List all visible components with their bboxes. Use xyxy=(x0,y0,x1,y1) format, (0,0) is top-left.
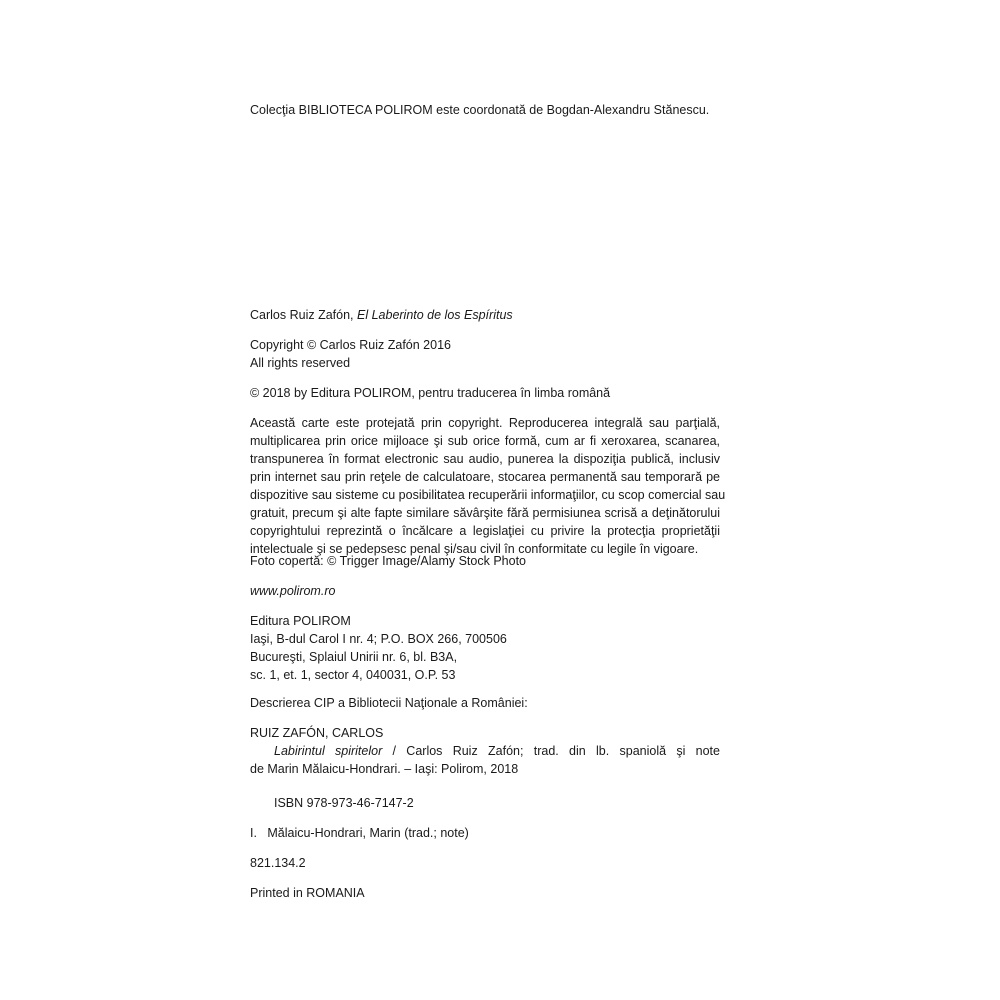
legal-line: intelectuale şi se pedepsesc penal şi/sau civil în conformitate cu legile în vigoare. xyxy=(250,542,699,556)
legal-line: gratuit, precum şi alte fapte similare săvârşite fără permisiunea scrisă a deţinătorului xyxy=(250,506,720,520)
publisher-line: Editura POLIROM xyxy=(250,614,351,628)
website-link[interactable]: www.polirom.ro xyxy=(250,584,336,598)
cover-photo-text: Foto copertă: © Trigger Image/Alamy Stock Photo xyxy=(250,554,527,568)
legal-paragraph xyxy=(250,414,726,558)
translation-copyright xyxy=(250,384,720,402)
legal-line: transpunerea în format electronic sau audio, punerea la dispoziţia publică, inclusiv xyxy=(250,452,720,466)
isbn-text: ISBN 978-973-46-7147-2 xyxy=(274,796,414,810)
publisher-address xyxy=(250,612,720,684)
cip-title: Labirintul spiritelor xyxy=(274,744,383,758)
cover-photo-credit xyxy=(250,552,720,570)
copyright-line-1: Copyright © Carlos Ruiz Zafón 2016 xyxy=(250,338,451,352)
legal-line: Această carte este protejată prin copyright. Reproducerea integrală sau parţială, xyxy=(250,416,720,430)
cip-line-2: de Marin Mălaicu-Hondrari. – Iaşi: Polirom, 2018 xyxy=(250,762,519,776)
legal-line: copyrightului reprezintă o încălcare a legislaţiei cu privire la protecţia proprietăţii xyxy=(250,524,720,538)
copyright-line-2: All rights reserved xyxy=(250,356,351,370)
cip-heading-text: Descrierea CIP a Bibliotecii Naţionale a României: xyxy=(250,696,528,710)
contributor-text: I. Mălaicu-Hondrari, Marin (trad.; note) xyxy=(250,826,469,840)
cip-classification xyxy=(250,854,720,872)
original-author: Carlos Ruiz Zafón, xyxy=(250,308,354,322)
website xyxy=(250,582,720,600)
legal-line: dispozitive sau sisteme cu posibilitatea recuperării informaţiilor, cu scop comercial sau xyxy=(250,488,726,502)
copyright-block xyxy=(250,336,720,372)
cip-author: RUIZ ZAFÓN, CARLOS xyxy=(250,726,384,740)
publisher-line: Iaşi, B-dul Carol I nr. 4; P.O. BOX 266, 700506 xyxy=(250,632,507,646)
cip-heading xyxy=(250,694,720,712)
publisher-line: sc. 1, et. 1, sector 4, 040031, O.P. 53 xyxy=(250,668,456,682)
publisher-line: Bucureşti, Splaiul Unirii nr. 6, bl. B3A, xyxy=(250,650,458,664)
original-title-text: El Laberinto de los Espíritus xyxy=(357,308,513,322)
cip-title-line xyxy=(250,742,720,760)
legal-line: multiplicarea prin orice mijloace şi sub orice formă, cum ar fi xeroxarea, scanarea, xyxy=(250,434,720,448)
cip-record xyxy=(250,724,720,778)
legal-line: prin internet sau prin reţele de calculatoare, stocarea permanentă sau temporară pe xyxy=(250,470,720,484)
cip-title-rest: / Carlos Ruiz Zafón; trad. din lb. spaniolă şi note xyxy=(382,744,720,758)
printed-text: Printed in ROMANIA xyxy=(250,886,365,900)
collection-note-text: Colecţia BIBLIOTECA POLIROM este coordonată de Bogdan-Alexandru Stănescu. xyxy=(250,103,710,117)
cip-contributor xyxy=(250,824,720,842)
printed-in xyxy=(250,884,720,902)
translation-copyright-text: © 2018 by Editura POLIROM, pentru traducerea în limba română xyxy=(250,386,611,400)
original-title xyxy=(250,306,720,324)
classification-text: 821.134.2 xyxy=(250,856,306,870)
collection-note xyxy=(250,101,720,119)
cip-isbn xyxy=(250,794,720,812)
